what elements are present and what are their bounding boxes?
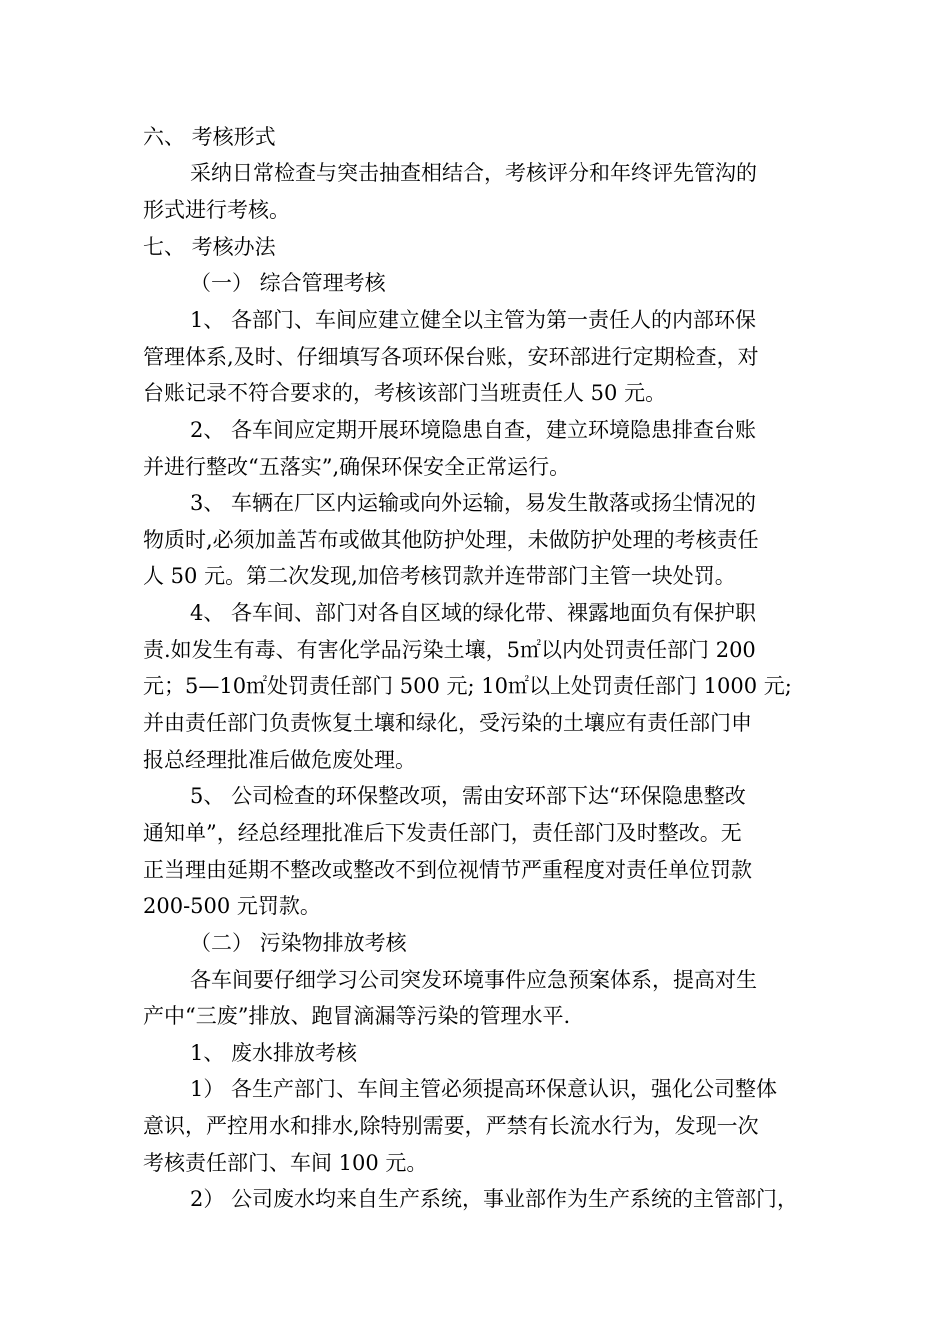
paragraph-line: 5、 公司检查的环保整改项，需由安环部下达“环保隐患整改 — [190, 784, 746, 808]
paragraph-line: 1） 各生产部门、车间主管必须提高环保意认识，强化公司整体 — [190, 1077, 778, 1101]
section-heading-seven: 七、 考核办法 — [143, 235, 276, 259]
paragraph-line: 采纳日常检查与突击抽查相结合，考核评分和年终评先管沟的 — [190, 161, 757, 185]
paragraph-line: 1、 各部门、车间应建立健全以主管为第一责任人的内部环保 — [190, 308, 757, 332]
subsection-heading-one: （一） 综合管理考核 — [190, 271, 386, 295]
paragraph-line: 管理体系,及时、仔细填写各项环保台账，安环部进行定期检查，对 — [143, 345, 759, 369]
paragraph-line: 产中“三废”排放、跑冒滴漏等污染的管理水平. — [143, 1004, 571, 1028]
paragraph-line: 各车间要仔细学习公司突发环境事件应急预案体系，提高对生 — [190, 968, 757, 992]
subsection-heading-two: （二） 污染物排放考核 — [190, 931, 407, 955]
paragraph-line: 考核责任部门、车间 100 元。 — [143, 1151, 428, 1175]
paragraph-line: 并由责任部门负责恢复土壤和绿化，受污染的土壤应有责任部门申 — [143, 711, 752, 735]
paragraph-line: 台账记录不符合要求的，考核该部门当班责任人 50 元。 — [143, 381, 667, 405]
paragraph-line: 2、 各车间应定期开展环境隐患自查，建立环境隐患排查台账 — [190, 418, 757, 442]
paragraph-line: 意识，严控用水和排水,除特别需要，严禁有长流水行为，发现一次 — [143, 1114, 759, 1138]
paragraph-line: 正当理由延期不整改或整改不到位视情节严重程度对责任单位罚款 — [143, 858, 752, 882]
paragraph-line: 报总经理批准后做危废处理。 — [143, 748, 416, 772]
paragraph-line: 元；5—10㎡处罚责任部门 500 元; 10㎡以上处罚责任部门 1000 元; — [143, 674, 792, 698]
paragraph-line: 人 50 元。第二次发现,加倍考核罚款并连带部门主管一块处罚。 — [143, 564, 736, 588]
paragraph-line: 200-500 元罚款。 — [143, 894, 321, 918]
paragraph-line: 2） 公司废水均来自生产系统，事业部作为生产系统的主管部门， — [190, 1187, 799, 1211]
section-heading-six: 六、 考核形式 — [143, 125, 276, 149]
paragraph-line: 物质时,必须加盖苫布或做其他防护处理，未做防护处理的考核责任 — [143, 528, 759, 552]
paragraph-line: 3、 车辆在厂区内运输或向外运输，易发生散落或扬尘情况的 — [190, 491, 757, 515]
paragraph-line: 通知单”，经总经理批准后下发责任部门，责任部门及时整改。无 — [143, 821, 742, 845]
item-heading: 1、 废水排放考核 — [190, 1041, 358, 1065]
paragraph-line: 责.如发生有毒、有害化学品污染土壤，5㎡以内处罚责任部门 200 — [143, 638, 756, 662]
paragraph-line: 形式进行考核。 — [143, 198, 290, 222]
paragraph-line: 并进行整改“五落实”,确保环保安全正常运行。 — [143, 455, 571, 479]
paragraph-line: 4、 各车间、部门对各自区域的绿化带、裸露地面负有保护职 — [190, 601, 757, 625]
